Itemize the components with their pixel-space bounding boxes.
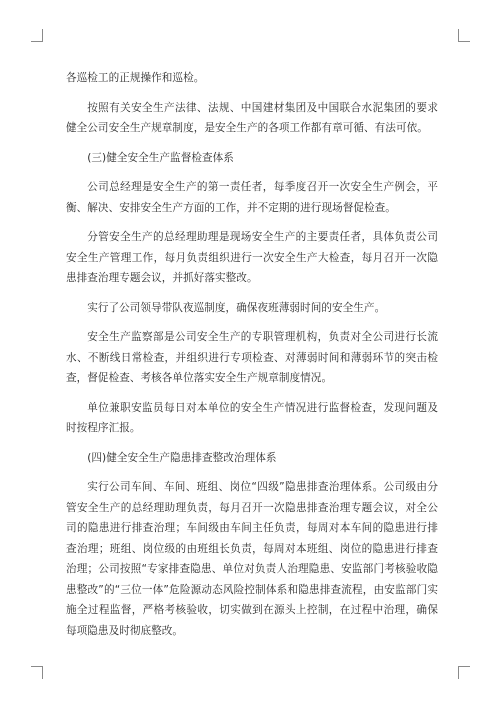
paragraph-safety-department: 安全生产监察部是公司安全生产的专职管理机构，负责对全公司进行长流水、不断线日常检查，并组织进行专项检查、对薄弱时间和薄弱环节的突击检查，督促检查、考核各单位落实安全生产规章制度情况。	[66, 331, 438, 384]
section-heading-hazard-rectification: (四)健全安全生产隐患排查整改治理体系	[87, 451, 277, 464]
paragraph-night-patrol: 实行了公司领导带队夜巡制度，确保夜班薄弱时间的安全生产。	[87, 301, 386, 314]
section-heading-supervision: (三)健全安全生产监督检查体系	[87, 151, 234, 164]
paragraph-regulations: 按照有关安全生产法律、法规、中国建材集团及中国联合水泥集团的要求健全公司安全生产规章制度，是安全生产的各项工作都有章可循、有法可依。	[66, 101, 438, 134]
crop-mark-bottom-left	[31, 666, 43, 679]
paragraph-four-level-system: 实行公司车间、车间、班组、岗位“四级”隐患排查治理体系。公司级由分管安全生产的总经理助理负责，每月召开一次隐患排查治理专题会议，对全公司的隐患进行排查治理；车间级由车间主任负责，每周对本车间的隐患进行排查治理；班组、岗位级的由班组长负责，每周对本班组、岗位的隐患进行排查治理；公司按照“专家排查隐患、单位对负责人治理隐患、安监部门考核验收隐患整改”的“三位一体”危险源动态风险控制体系和隐患排查流程，由安监部门实施全过程监督，严格考核验收，切实做到在源头上控制，在过程中治理，确保每项隐患及时彻底整改。	[66, 481, 438, 637]
paragraph-assistant-manager: 分管安全生产的总经理助理是现场安全生产的主要责任者，具体负责公司安全生产管理工作，每月负责组织进行一次安全生产大检查，每月召开一次隐患排查治理专题会议，并抓好落实整改。	[66, 231, 438, 284]
paragraph-continuation: 各巡检工的正规操作和巡检。	[66, 72, 205, 84]
document-body	[66, 68, 438, 650]
crop-mark-top-left	[31, 29, 43, 42]
crop-mark-bottom-right	[458, 666, 470, 679]
crop-mark-top-right	[458, 29, 470, 42]
paragraph-general-manager: 公司总经理是安全生产的第一责任者，每季度召开一次安全生产例会，平衡、解决、安排安全生产方面的工作，并不定期的进行现场督促检查。	[66, 181, 438, 214]
paragraph-part-time-inspector: 单位兼职安监员每日对本单位的安全生产情况进行监督检查，发现问题及时按程序汇报。	[66, 401, 438, 434]
